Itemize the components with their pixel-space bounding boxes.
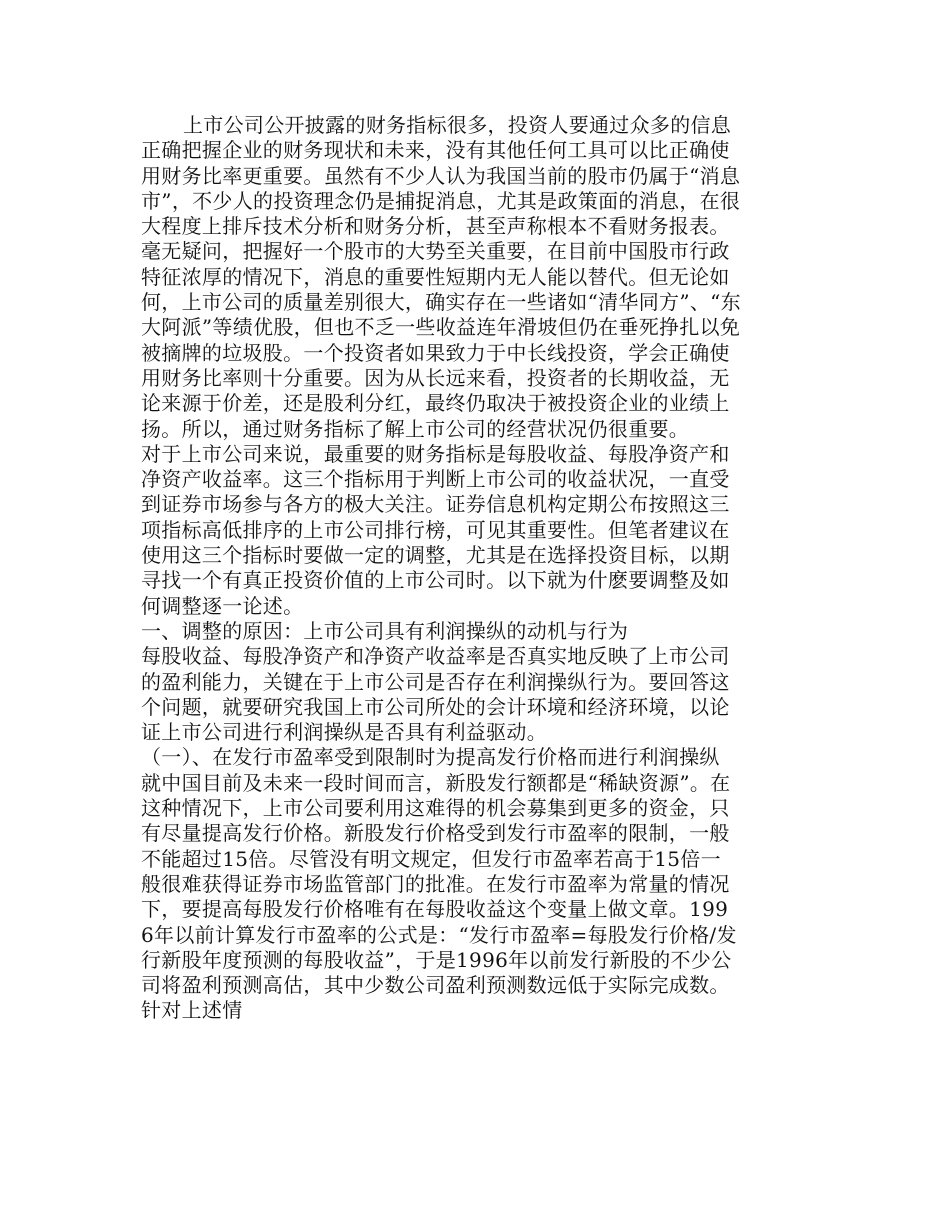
section-heading-reasons: 一、调整的原因：上市公司具有利润操纵的动机与行为 — [141, 618, 629, 643]
paragraph-key-indicators: 对于上市公司来说，最重要的财务指标是每股收益、每股净资产和净资产收益率。这三个指标用于判断上市公司的收益状况，一直受到证券市场参与各方的极大关注。证券信息机构定期公布按照这三项指标高低排序的上市公司排行榜，可见其重要性。但笔者建议在使用这三个指标时要做一定的调整，尤其是在选择投资目标，以期寻找一个有真正投资价值的上市公司时。以下就为什麽要调整及如何调整逐一论述。 — [141, 441, 730, 618]
article-body — [141, 113, 741, 1024]
paragraph-intro: 上市公司公开披露的财务指标很多，投资人要通过众多的信息正确把握企业的财务现状和未来，没有其他任何工具可以比正确使用财务比率更重要。虽然有不少人认为我国当前的股市仍属于“消息市”，不少人的投资理念仍是捕捉消息，尤其是政策面的消息，在很大程度上排斥技术分析和财务分析，甚至声称根本不看财务报表。毫无疑问，把握好一个股市的大势至关重要，在目前中国股市行政特征浓厚的情况下，消息的重要性短期内无人能以替代。但无论如何，上市公司的质量差别很大，确实存在一些诸如“清华同方”、“东大阿派”等绩优股，但也不乏一些收益连年滑坡但仍在垂死挣扎以免被摘牌的垃圾股。一个投资者如果致力于中长线投资，学会正确使用财务比率则十分重要。因为从长远来看，投资者的长期收益，无论来源于价差，还是股利分红，最终仍取决于被投资企业的业绩上扬。所以，通过财务指标了解上市公司的经营状况仍很重要。 — [141, 113, 741, 441]
paragraph-profit-manipulation: 每股收益、每股净资产和净资产收益率是否真实地反映了上市公司的盈利能力，关键在于上市公司是否存在利润操纵行为。要回答这个问题，就要研究我国上市公司所处的会计环境和经济环境，以论证上市公司进行利润操纵是否具有利益驱动。 — [141, 644, 730, 745]
subsection-heading-issue-price: （一）、在发行市盈率受到限制时为提高发行价格而进行利润操纵 — [141, 745, 720, 770]
paragraph-issue-price: 就中国目前及未来一段时间而言，新股发行额都是“稀缺资源”。在这种情况下，上市公司要利用这难得的机会募集到更多的资金，只有尽量提高发行价格。新股发行价格受到发行市盈率的限制，一般不能超过15倍。尽管没有明文规定，但发行市盈率若高于15倍一般很难获得证券市场监管部门的批准。在发行市盈率为常量的情况下，要提高每股发行价格唯有在每股收益这个变量上做文章。1996年以前计算发行市盈率的公式是：“发行市盈率=每股发行价格/发行新股年度预测的每股收益”，于是1996年以前发行新股的不少公司将盈利预测高估，其中少数公司盈利预测数远低于实际完成数。针对上述情 — [141, 770, 737, 1023]
